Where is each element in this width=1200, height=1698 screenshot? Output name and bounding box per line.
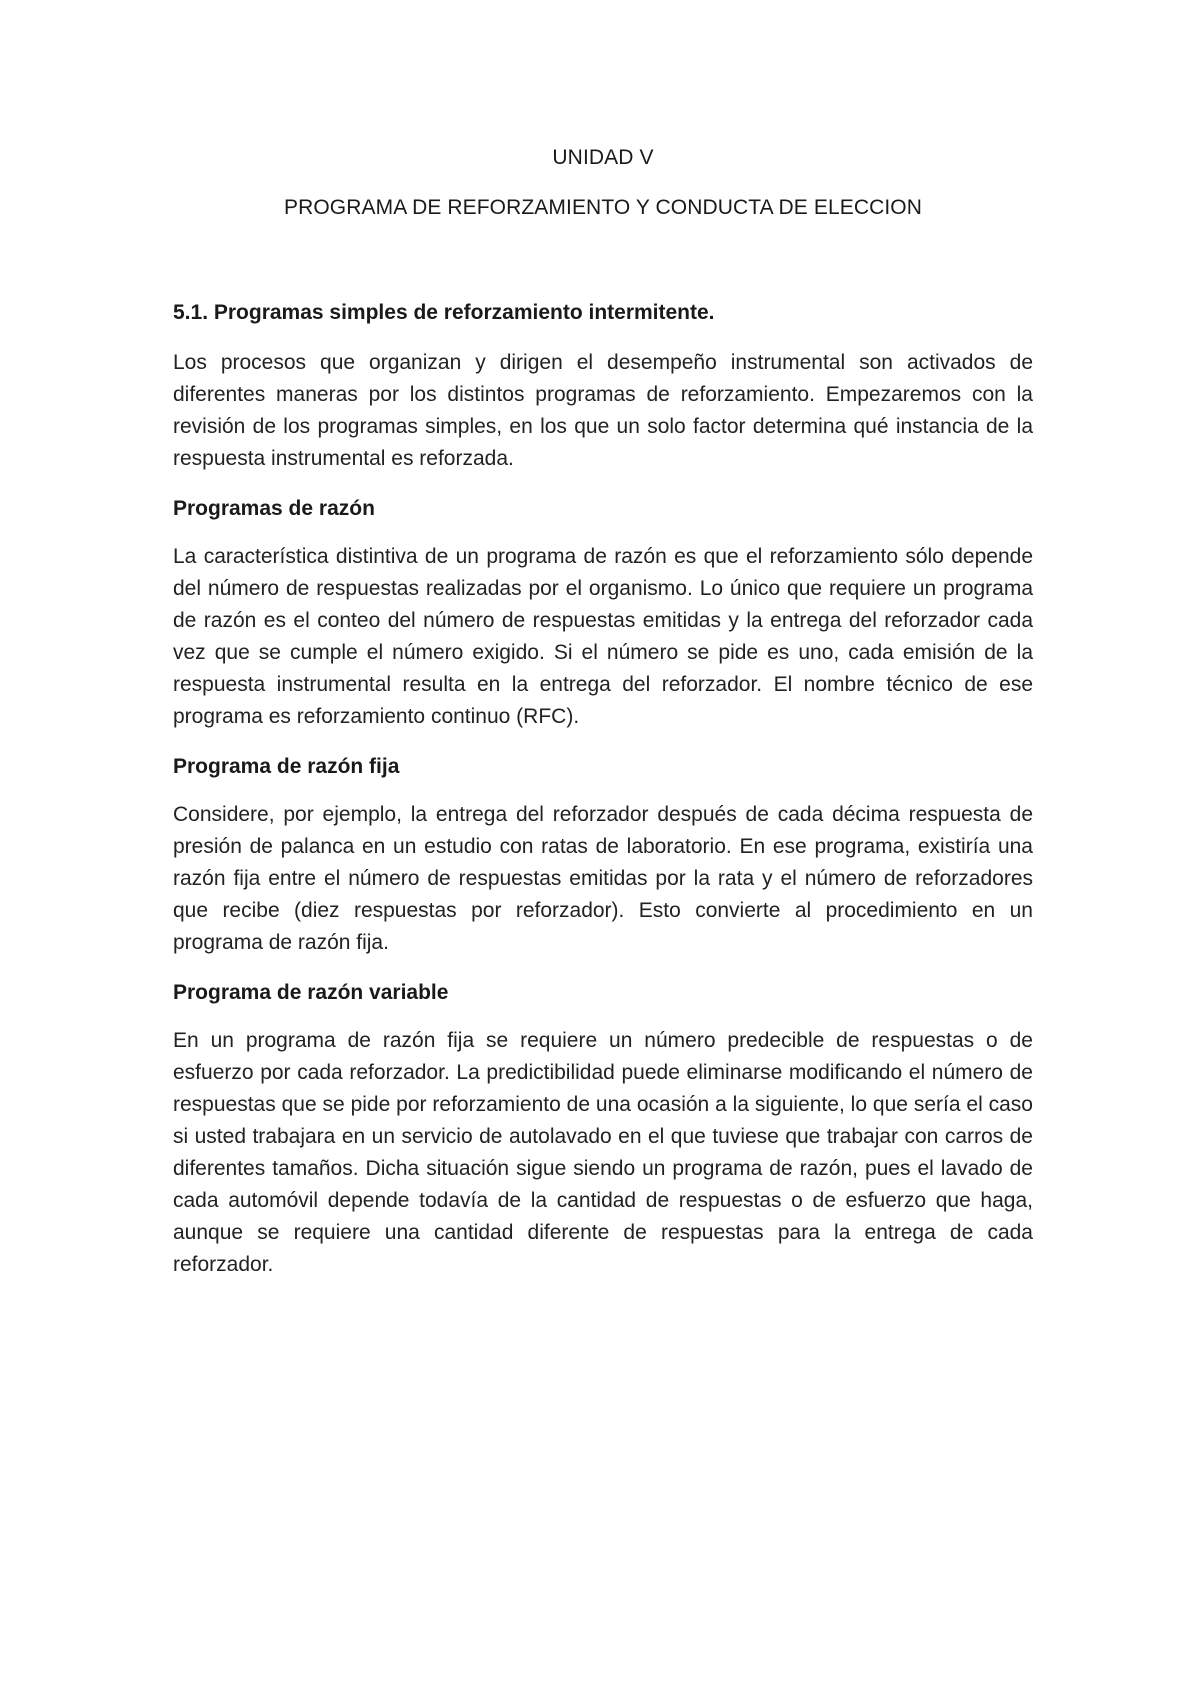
programas-razon-heading: Programas de razón xyxy=(173,497,375,520)
main-title: PROGRAMA DE REFORZAMIENTO Y CONDUCTA DE ELECCION xyxy=(283,196,922,219)
document-content xyxy=(173,143,1033,1281)
razon-fija-paragraph: Considere, por ejemplo, la entrega del reforzador después de cada décima respuesta de presión de palanca en un estudio con ratas de laboratorio. En ese programa, existiría una razón fija entre el número de respuestas emitidas por la rata y el número de reforzadores que recibe (diez respuestas por reforzador). Esto convierte al procedimiento en un programa de razón fija. xyxy=(173,803,1033,954)
section-5-1-heading: 5.1. Programas simples de reforzamiento intermitente. xyxy=(173,301,715,324)
razon-fija-heading: Programa de razón fija xyxy=(173,755,400,778)
programas-razon-paragraph: La característica distintiva de un programa de razón es que el reforzamiento sólo depende del número de respuestas realizadas por el organismo. Lo único que requiere un programa de razón es el conteo del número de respuestas emitidas y la entrega del reforzador cada vez que se cumple el número exigido. Si el número se pide es uno, cada emisión de la respuesta instrumental resulta en la entrega del reforzador. El nombre técnico de ese programa es reforzamiento continuo (RFC). xyxy=(173,545,1033,728)
razon-variable-heading: Programa de razón variable xyxy=(173,981,449,1004)
section-5-1-paragraph: Los procesos que organizan y dirigen el desempeño instrumental son activados de diferentes maneras por los distintos programas de reforzamiento. Empezaremos con la revisión de los programas simples, en los que un solo factor determina qué instancia de la respuesta instrumental es reforzada. xyxy=(173,351,1033,470)
razon-variable-paragraph: En un programa de razón fija se requiere un número predecible de respuestas o de esfuerzo por cada reforzador. La predictibilidad puede eliminarse modificando el número de respuestas que se pide por reforzamiento de una ocasión a la siguiente, lo que sería el caso si usted trabajara en un servicio de autolavado en el que tuviese que trabajar con carros de diferentes tamaños. Dicha situación sigue siendo un programa de razón, pues el lavado de cada automóvil depende todavía de la cantidad de respuestas o de esfuerzo que haga, aunque se requiere una cantidad diferente de respuestas para la entrega de cada reforzador. xyxy=(173,1029,1033,1276)
unit-title: UNIDAD V xyxy=(552,146,654,169)
